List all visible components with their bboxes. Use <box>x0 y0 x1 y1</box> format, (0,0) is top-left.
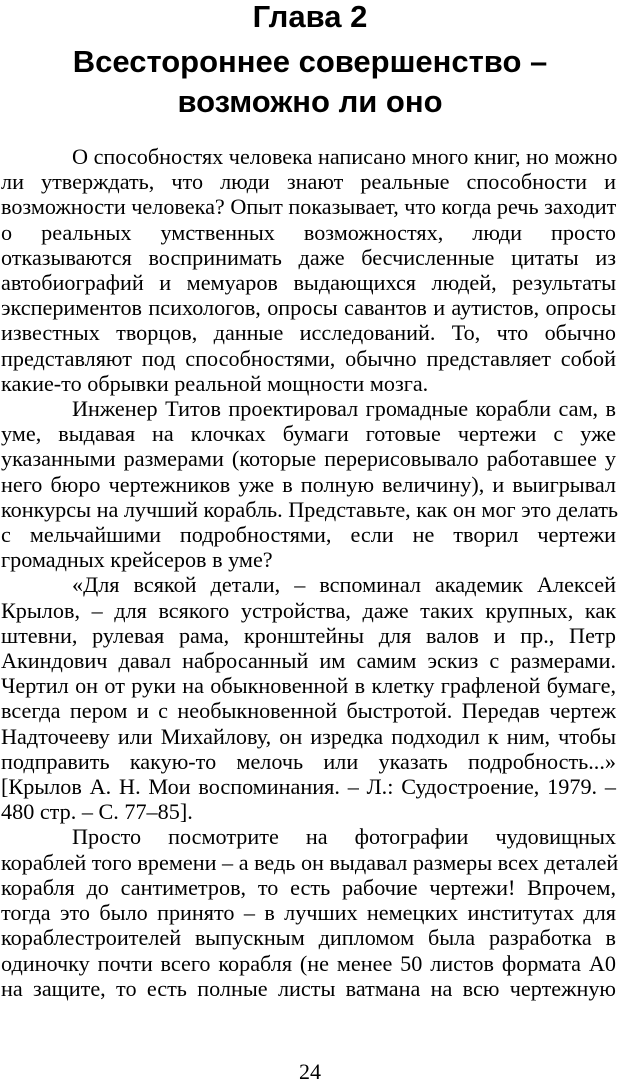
text-line: автобиографий и мемуаров выдающихся людей, результаты <box>1 270 616 296</box>
text-line: Крылов, – для всякого устройства, даже таких крупных, как <box>1 597 616 623</box>
paragraph <box>1 824 619 1001</box>
text-line: О способностях человека написано много книг, но можно <box>72 144 618 169</box>
text-line: тогда это было принято – в лучших немецких институтах для <box>1 900 616 926</box>
text-line: Просто посмотрите на фотографии чудовищных <box>72 824 616 850</box>
text-line: кораблестроителей выпускным дипломом была разработка в <box>1 925 616 951</box>
paragraph <box>1 144 616 396</box>
text-line: [Крылов А. Н. Мои воспоминания. – Л.: Судостроение, 1979. – <box>1 774 616 800</box>
text-line: «Для всякой детали, – вспоминал академик Алексей <box>72 572 616 598</box>
text-line: корабля до сантиметров, то есть рабочие чертежи! Впрочем, <box>1 874 616 900</box>
chapter-title <box>0 42 620 122</box>
text-line: возможности человека? Опыт показывает, что когда речь заходит <box>1 194 617 220</box>
text-line: на защите, то есть полные листы ватмана на всю чертежную <box>1 975 616 1001</box>
text-line: одиночку почти всего корабля (не менее 50 листов формата А0 <box>1 950 616 976</box>
text-line: конкурсы на лучший корабль. Представьте, как он мог это делать <box>1 496 619 522</box>
text-line: 480 стр. – С. 77–85]. <box>1 799 193 825</box>
text-line: уме, выдавая на клочках бумаги готовые чертежи с уже <box>1 421 616 447</box>
text-line: с мельчайшими подробностями, если не творил чертежи <box>1 522 616 548</box>
text-line: о реальных умственных возможностях, люди просто <box>1 219 616 245</box>
text-line: Надточееву или Михайлову, он изредка подходил к ним, чтобы <box>1 723 616 749</box>
paragraph <box>1 396 619 573</box>
text-line: ли утверждать, что люди знают реальные способности и <box>1 169 616 195</box>
text-line: известных творцов, данные исследований. То, что обычно <box>1 320 616 346</box>
text-line: экспериментов психологов, опросы савантов и аутистов, опросы <box>1 295 616 321</box>
body-text <box>1 144 619 1001</box>
chapter-title-line: возможно ли оно <box>177 84 443 119</box>
text-line: Чертил он от руки на обыкновенной в клетку графленой бумаге, <box>1 673 616 699</box>
text-line: штевни, рулевая рама, кронштейны для валов и пр., Петр <box>1 622 616 648</box>
text-line: кораблей того времени – а ведь он выдавал размеры всех деталей <box>1 849 619 875</box>
text-line: Инженер Титов проектировал громадные корабли сам, в <box>72 396 616 422</box>
paragraph <box>1 572 616 824</box>
text-line: всегда пером и с необыкновенной быстротой. Передав чертеж <box>1 698 616 724</box>
text-line: указанными размерами (которые перерисовывало работавшее у <box>1 446 616 472</box>
text-line: подправить какую-то мелочь или указать подробность...» <box>1 748 616 774</box>
text-line: какие-то обрывки реальной мощности мозга. <box>1 370 429 396</box>
text-line: представляют под способностями, обычно представляет собой <box>1 345 616 371</box>
chapter-number: Глава 2 <box>252 0 368 34</box>
text-line: Акиндович давал набросанный им самим эскиз с размерами. <box>1 648 616 674</box>
text-line: него бюро чертежников уже в полную величину), и выигрывал <box>1 471 616 497</box>
text-line: громадных крейсеров в уме? <box>1 547 273 573</box>
text-line: отказываются воспринимать даже бесчисленные цитаты из <box>1 244 616 270</box>
page-number: 24 <box>299 1059 321 1084</box>
chapter-title-line: Всестороннее совершенство – <box>72 44 548 79</box>
